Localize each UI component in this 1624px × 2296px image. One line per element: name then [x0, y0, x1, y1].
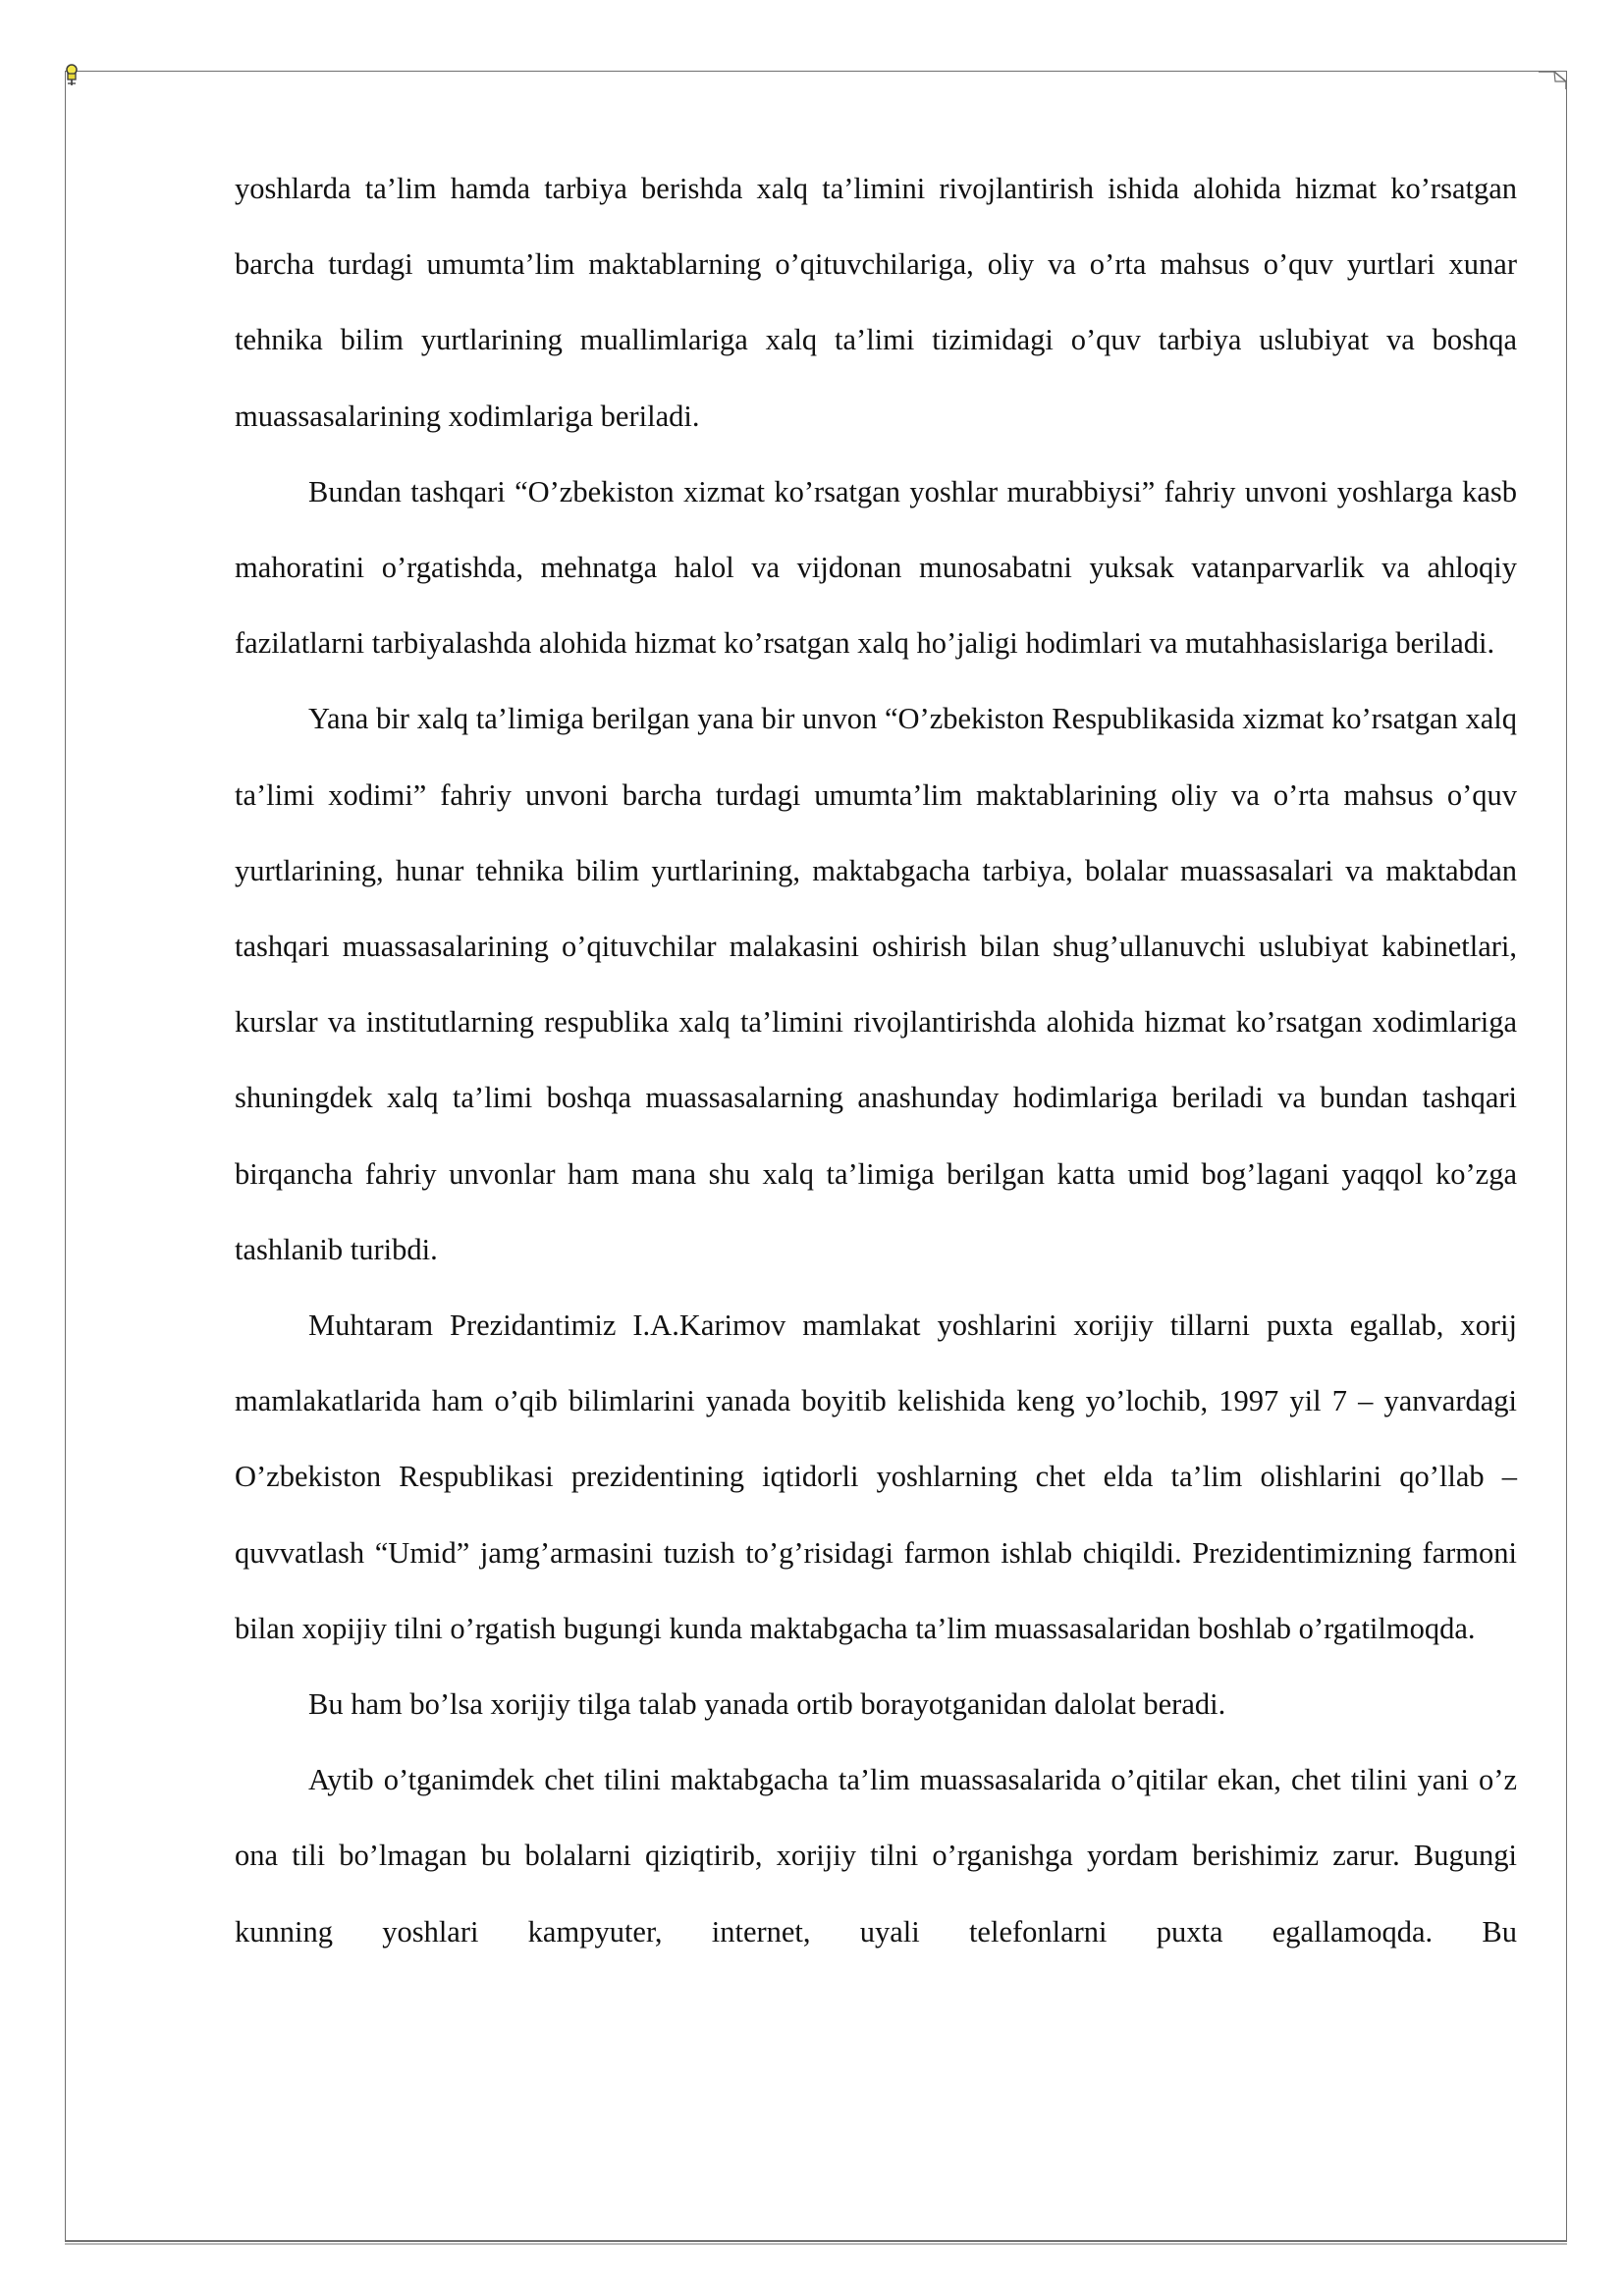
paragraph: Bu ham bo’lsa xorijiy tilga talab yanada ortib borayotganidan dalolat beradi.	[308, 1687, 1226, 1722]
paragraph: Yana bir xalq ta’limiga berilgan yana bir unvon “O’zbekiston Respublikasida xizmat ko’rsatgan xalq ta’limi xodimi” fahriy unvoni barcha turdagi umumta’lim maktablarining oliy va o’rta mahsus o’quv yurtlarining, hunar tehnika bilim yurtlarining, maktabgacha tarbiya, bolalar muassasalari va maktabdan tashqari muassasalarining o’qituvchilar malakasini oshirish bilan shug’ullanuvchi uslubiyat kabinetlari, kurslar va institutlarning respublika xalq ta’limini rivojlantirishda alohida hizmat ko’rsatgan xodimlariga shuningdek xalq ta’limi boshqa muassasalarning anashunday hodimlariga beriladi va bundan tashqari birqancha fahriy unvonlar ham mana shu xalq ta’limiga berilgan katta umid bog’lagani yaqqol ko’zga tashlanib turibdi.	[235, 702, 1517, 1266]
paragraph: Bundan tashqari “O’zbekiston xizmat ko’rsatgan yoshlar murabbiysi” fahriy unvoni yoshlarga kasb mahoratini o’rgatishda, mehnatga halol va vijdonan munosabatni yuksak vatanparvarlik va ahloqiy fazilatlarni tarbiyalashda alohida hizmat ko’rsatgan xalq ho’jaligi hodimlari va mutahhasislariga beriladi.	[235, 474, 1517, 661]
paragraph: Muhtaram Prezidantimiz I.A.Karimov mamlakat yoshlarini xorijiy tillarni puxta egallab, xorij mamlakatlarida ham o’qib bilimlarini yanada boyitib kelishida keng yo’lochib, 1997 yil 7 – yanvardagi O’zbekiston Respublikasi prezidentining iqtidorli yoshlarning chet elda ta’lim olishlarini qo’llab – quvvatlash “Umid” jamg’armasini tuzish to’g’risidagi farmon ishlab chiqildi. Prezidentimizning farmoni bilan xopijiy tilni o’rgatish bugungi kunda maktabgacha ta’lim muassasalaridan boshlab o’rgatilmoqda.	[235, 1308, 1517, 1645]
page-corner-fold-icon	[1539, 70, 1568, 89]
paragraph: yoshlarda ta’lim hamda tarbiya berishda xalq ta’limini rivojlantirish ishida alohida hizmat ko’rsatgan barcha turdagi umumta’lim maktablarning o’qituvchilariga, oliy va o’rta mahsus o’quv yurtlari xunar tehnika bilim yurtlarining muallimlariga xalq ta’limi tizimidagi o’quv tarbiya uslubiyat va boshqa muassasalarining xodimlariga beriladi.	[235, 172, 1517, 433]
paragraph: Aytib o’tganimdek chet tilini maktabgacha ta’lim muassasalarida o’qitilar ekan, chet tilini yani o’z ona tili bo’lmagan bu bolalarni qiziqtirib, xorijiy tilni o’rganishga yordam berishimiz zarur. Bugungi kunning yoshlari kampyuter, internet, uyali telefonlarni puxta egallamoqda. Bu	[235, 1763, 1517, 1949]
document-body	[235, 151, 1517, 1970]
anchor-marker-icon	[63, 63, 81, 86]
